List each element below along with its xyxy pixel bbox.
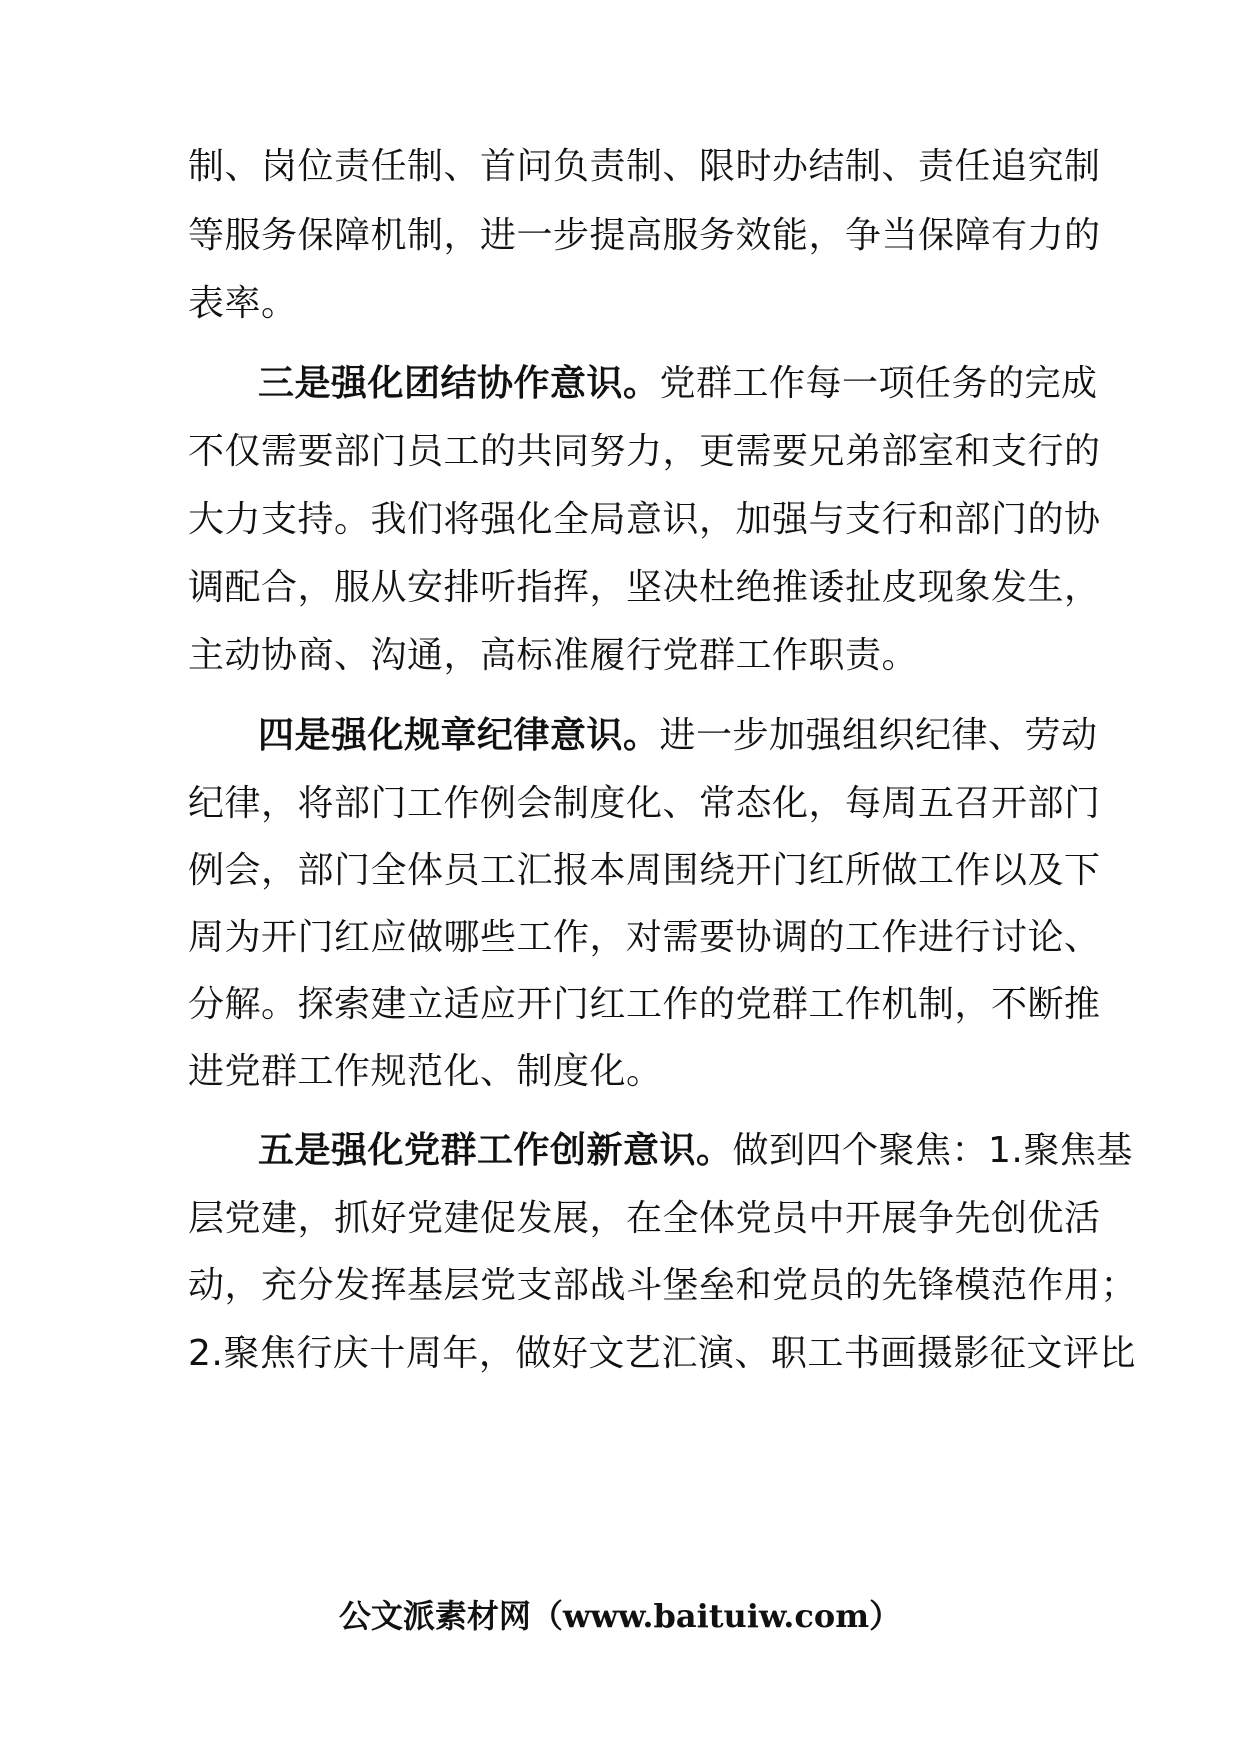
section-5-first-line [258, 1131, 1133, 1171]
paragraph-line: 制、岗位责任制、首问负责制、限时办结制、责任追究制 [188, 146, 1101, 187]
section-3-heading: 三是强化团结协作意识。 [258, 363, 660, 404]
paragraph-line: 动，充分发挥基层党支部战斗堡垒和党员的先锋模范作用； [188, 1265, 1138, 1306]
paragraph-line: 主动协商、沟通，高标准履行党群工作职责。 [188, 635, 919, 676]
paragraph-line: 不仅需要部门员工的共同努力，更需要兄弟部室和支行的 [188, 431, 1101, 472]
paragraph-line: 等服务保障机制，进一步提高服务效能，争当保障有力的 [188, 215, 1101, 256]
paragraph-line: 纪律，将部门工作例会制度化、常态化，每周五召开部门 [188, 783, 1101, 824]
footer-source: 公文派素材网（www.baituiw.com） [338, 1597, 902, 1635]
section-4-heading: 四是强化规章纪律意识。 [258, 715, 660, 756]
paragraph-line: 表率。 [188, 283, 298, 324]
paragraph-line: 层党建，抓好党建促发展，在全体党员中开展争先创优活 [188, 1198, 1101, 1239]
paragraph-line: 调配合，服从安排听指挥，坚决杜绝推诿扯皮现象发生， [188, 567, 1101, 608]
paragraph-line: 分解。探索建立适应开门红工作的党群工作机制，不断推 [188, 984, 1101, 1025]
paragraph-line: 例会，部门全体员工汇报本周围绕开门红所做工作以及下 [188, 850, 1101, 891]
paragraph-line: 周为开门红应做哪些工作，对需要协调的工作进行讨论、 [188, 917, 1101, 958]
section-4-lead: 进一步加强组织纪律、劳动 [659, 715, 1098, 756]
paragraph-line: 2.聚焦行庆十周年，做好文艺汇演、职工书画摄影征文评比 [188, 1333, 1136, 1374]
section-3-first-line [258, 364, 1098, 404]
paragraph-line: 进党群工作规范化、制度化。 [188, 1051, 663, 1092]
section-5-lead: 做到四个聚焦：1.聚焦基 [732, 1130, 1133, 1171]
section-5-heading: 五是强化党群工作创新意识。 [258, 1130, 733, 1171]
section-4-first-line [258, 716, 1098, 756]
section-3-lead: 党群工作每一项任务的完成 [659, 363, 1098, 404]
paragraph-line: 大力支持。我们将强化全局意识，加强与支行和部门的协 [188, 499, 1101, 540]
